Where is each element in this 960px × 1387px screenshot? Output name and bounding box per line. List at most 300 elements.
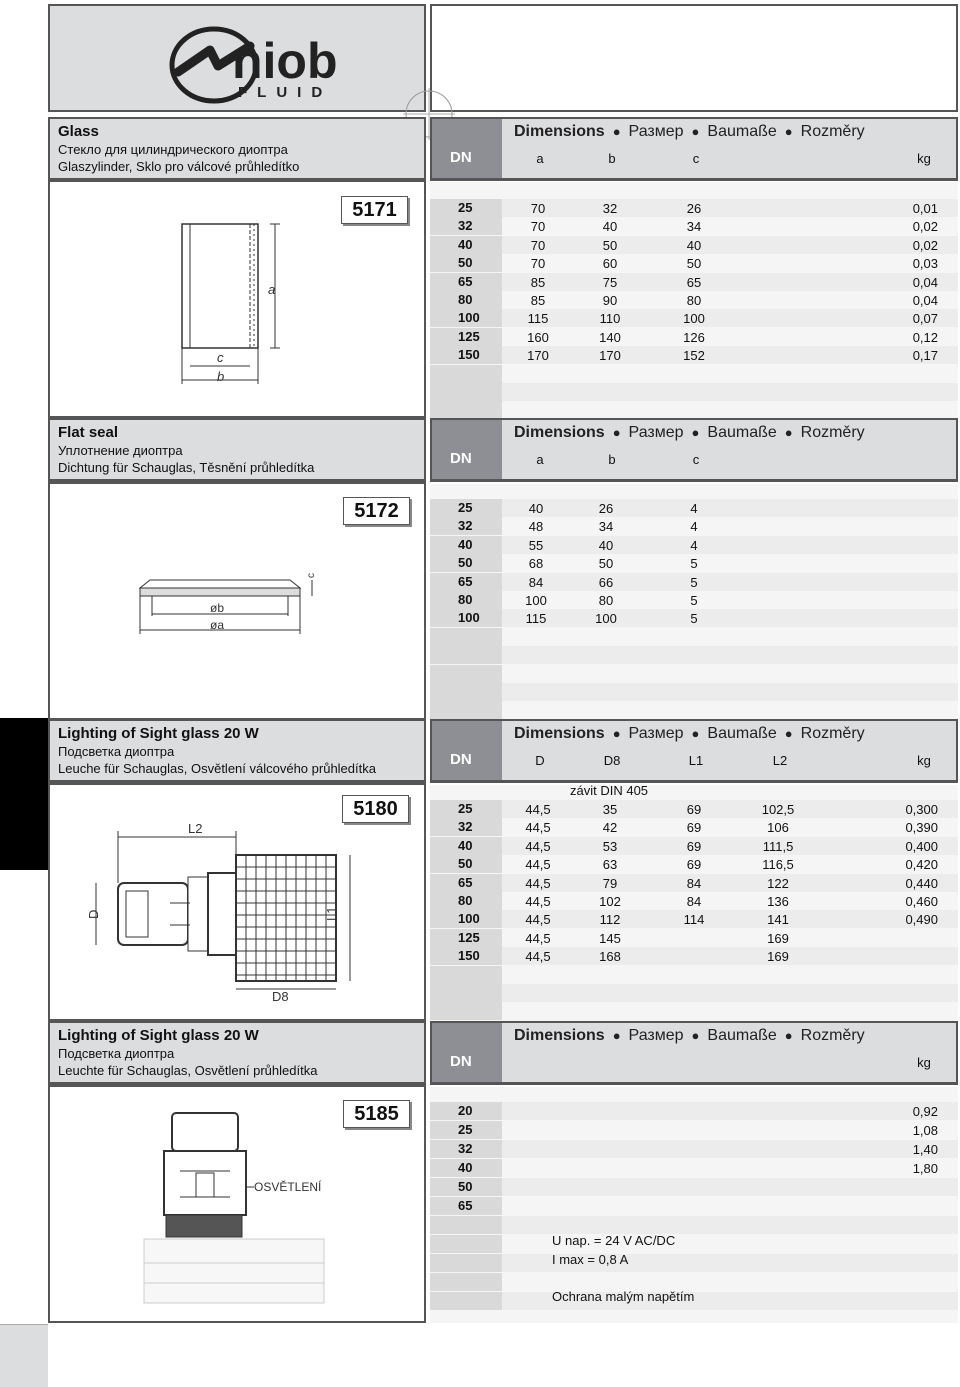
dn-cell — [430, 328, 502, 346]
dn-cell — [430, 855, 502, 873]
dn-cell — [430, 910, 502, 928]
dn-cell — [430, 646, 502, 664]
weight-cell: 1,80 — [912, 1161, 938, 1176]
table-cell: 170 — [527, 348, 549, 364]
table-cell: 112 — [599, 912, 621, 928]
side-tab-marker — [0, 718, 48, 870]
dn-cell — [430, 966, 502, 984]
dn-cell — [430, 874, 502, 892]
dn-label: DN — [450, 751, 472, 768]
weight-cell: 0,490 — [905, 912, 938, 928]
table-row — [430, 499, 958, 517]
dimensions-header: DN Dimensions ● Размер ● Baumaße ● Rozměry a b c kg — [430, 117, 958, 181]
dn-value: 25 — [458, 1122, 473, 1137]
table-cell: 126 — [683, 329, 705, 345]
dn-cell — [430, 591, 502, 609]
table-cell: 84 — [686, 875, 702, 891]
table-cell: 4 — [690, 501, 698, 516]
dn-cell — [430, 273, 502, 291]
section-title-ru: Стекло для цилиндрического диоптра — [58, 142, 288, 157]
dn-cell — [430, 309, 502, 327]
table-cell: 116,5 — [762, 857, 794, 873]
drawing-label: c — [306, 573, 317, 578]
weight-cell: 0,04 — [912, 274, 938, 290]
section-title-de: Leuche für Schauglas, Osvětlení válcového průhledítka — [58, 761, 376, 776]
table-cell: 44,5 — [525, 820, 551, 836]
table-cell: 69 — [686, 802, 702, 817]
drawing-label: b — [217, 369, 225, 384]
table-cell: 35 — [602, 802, 618, 817]
table-row — [430, 517, 958, 535]
table-cell: 44,5 — [525, 949, 551, 965]
dimensions-label-cz: Rozměry — [800, 123, 865, 140]
dn-cell — [430, 499, 502, 517]
drawing-label: øa — [210, 618, 225, 632]
weight-cell: 0,440 — [905, 875, 938, 891]
dn-value: 100 — [458, 310, 480, 326]
table-row — [430, 1159, 958, 1177]
table-cell: 44,5 — [525, 838, 551, 854]
table-row — [430, 665, 958, 683]
dn-cell — [430, 291, 502, 309]
table-cell: 53 — [602, 838, 618, 854]
col-header: kg — [917, 151, 931, 166]
dn-label: DN — [450, 149, 472, 166]
table-cell: 55 — [528, 537, 544, 553]
table-cell: 106 — [767, 820, 789, 836]
table-row — [430, 855, 958, 873]
table-row — [430, 701, 958, 719]
table-cell: 110 — [599, 311, 621, 327]
table-cell: 44,5 — [525, 894, 551, 909]
dn-value: 65 — [458, 573, 473, 589]
table-row — [430, 383, 958, 401]
dimensions-label: Dimensions — [514, 123, 605, 140]
dn-cell — [430, 837, 502, 855]
dn-value: 32 — [458, 819, 473, 835]
table-cell: 32 — [602, 201, 618, 216]
table-cell: 40 — [602, 219, 618, 235]
section-title-ru: Подсветка диоптра — [58, 1046, 175, 1061]
dimensions-label-de: Baumaße — [707, 1027, 777, 1044]
product-code: 5172 — [343, 497, 410, 525]
section-title-ru: Уплотнение диоптра — [58, 443, 183, 458]
weight-cell: 0,12 — [912, 329, 938, 345]
dn-cell — [430, 628, 502, 646]
dn-value: 40 — [458, 536, 473, 552]
section-title-ru: Подсветка диоптра — [58, 744, 175, 759]
dimensions-label: Dimensions — [514, 725, 605, 742]
table-row — [430, 947, 958, 965]
drawing-label: c — [217, 350, 224, 365]
table-cell: 100 — [525, 593, 547, 608]
table-cell: 141 — [767, 912, 789, 928]
grid-body — [236, 855, 336, 981]
product-code: 5180 — [342, 795, 409, 823]
weight-cell: 0,02 — [912, 237, 938, 253]
dn-cell — [430, 701, 502, 719]
table-row — [430, 1102, 958, 1120]
table-cell: 169 — [767, 930, 789, 946]
section-title-de: Glaszylinder, Sklo pro válcové průhledítko — [58, 159, 300, 174]
table-cell: 4 — [690, 519, 698, 535]
table-cell: 136 — [767, 894, 789, 909]
dn-value: 32 — [458, 218, 473, 234]
table-row — [430, 1121, 958, 1139]
dn-value: 32 — [458, 1141, 473, 1156]
table-cell: 140 — [599, 329, 621, 345]
table-row — [430, 217, 958, 235]
dn-value: 65 — [458, 1198, 473, 1213]
table-cell: 4 — [690, 537, 698, 553]
dn-cell — [430, 683, 502, 701]
table-row — [430, 346, 958, 364]
table-row — [430, 609, 958, 627]
dn-cell — [430, 1254, 502, 1272]
table-cell: 160 — [527, 329, 549, 345]
table-cell: 69 — [686, 820, 702, 836]
table-row — [430, 1235, 958, 1253]
drawing-label: L2 — [188, 821, 203, 836]
table-row — [430, 554, 958, 572]
col-header: kg — [917, 753, 931, 768]
dn-cell — [430, 1121, 502, 1139]
section-title: Lighting of Sight glass 20 W — [58, 1027, 259, 1044]
dn-cell — [430, 517, 502, 535]
dn-value: 50 — [458, 856, 473, 872]
col-header: a — [536, 452, 544, 467]
drawing-label: øb — [210, 601, 225, 615]
weight-cell: 0,300 — [905, 802, 938, 817]
dn-cell — [430, 947, 502, 965]
brand-name: niob — [232, 33, 338, 89]
table-cell: 44,5 — [525, 912, 551, 928]
dimensions-label-de: Baumaße — [707, 123, 777, 140]
dn-cell — [430, 1140, 502, 1158]
table-row — [430, 818, 958, 836]
table-cell: 50 — [686, 256, 702, 272]
col-header: D8 — [603, 753, 621, 768]
dn-cell — [430, 984, 502, 1002]
col-header: b — [608, 452, 616, 467]
dn-label: DN — [450, 450, 472, 467]
dn-cell — [430, 1002, 502, 1020]
weight-cell: 1,40 — [912, 1142, 938, 1157]
dn-cell — [430, 800, 502, 818]
dn-cell — [430, 1273, 502, 1291]
col-header: L1 — [688, 753, 704, 768]
table-cell: 90 — [602, 293, 618, 308]
dn-cell — [430, 609, 502, 627]
dimensions-label-cz: Rozměry — [800, 1027, 865, 1044]
dn-cell — [430, 1178, 502, 1196]
table-row — [430, 309, 958, 327]
dn-cell — [430, 1292, 502, 1310]
dn-value: 20 — [458, 1103, 473, 1118]
dn-label: DN — [450, 1053, 472, 1070]
table-row — [430, 984, 958, 1002]
dn-cell — [430, 401, 502, 419]
dn-cell — [430, 1102, 502, 1120]
dn-value: 125 — [458, 328, 480, 344]
weight-cell: 0,01 — [912, 201, 938, 216]
section-title: Flat seal — [58, 424, 119, 441]
table-row — [430, 837, 958, 855]
table-cell: 69 — [686, 838, 702, 854]
table-cell: 44,5 — [525, 875, 551, 891]
table-row — [430, 1178, 958, 1196]
dn-cell — [430, 1197, 502, 1215]
current-note: I max = 0,8 A — [552, 1252, 629, 1267]
logo-panel — [48, 4, 426, 112]
table-cell: 63 — [602, 857, 618, 873]
dn-value: 50 — [458, 1179, 473, 1194]
table-cell: 111,5 — [762, 838, 794, 854]
dn-value: 150 — [458, 948, 480, 964]
table-cell: 152 — [683, 348, 705, 364]
table-cell: 50 — [602, 237, 618, 253]
table-cell: 100 — [683, 311, 705, 327]
weight-cell: 0,17 — [912, 348, 938, 364]
table-cell: 84 — [528, 574, 544, 590]
dn-cell — [430, 1216, 502, 1234]
table-cell: 44,5 — [525, 930, 551, 946]
col-header: D — [535, 753, 545, 768]
table-cell: 168 — [599, 949, 621, 965]
col-header: c — [692, 151, 700, 166]
weight-cell: 0,460 — [905, 894, 938, 909]
table-cell: 34 — [598, 519, 614, 535]
dn-value: 40 — [458, 1160, 473, 1175]
table-row — [430, 328, 958, 346]
dn-cell — [430, 383, 502, 401]
weight-cell: 0,92 — [912, 1104, 938, 1119]
table-row — [430, 628, 958, 646]
dn-value: 40 — [458, 837, 473, 853]
dn-cell — [430, 1235, 502, 1253]
dn-value: 25 — [458, 200, 473, 215]
product-code: 5185 — [343, 1100, 410, 1128]
section-header-lighting-5185 — [48, 1021, 426, 1085]
table-row — [430, 573, 958, 591]
table-cell: 44,5 — [525, 802, 551, 817]
dn-value: 125 — [458, 929, 480, 945]
table-cell: 48 — [528, 519, 544, 535]
table-cell: 102 — [599, 894, 621, 909]
table-cell: 26 — [598, 501, 614, 516]
dn-value: 150 — [458, 347, 480, 363]
table-cell: 70 — [530, 237, 546, 253]
table-row — [430, 236, 958, 254]
table-cell: 65 — [686, 274, 702, 290]
corner-tab — [0, 1324, 48, 1387]
dn-cell — [430, 536, 502, 554]
dn-value: 65 — [458, 874, 473, 890]
table-cell: 80 — [686, 293, 702, 308]
dimensions-label-de: Baumaße — [707, 424, 777, 441]
section-title: Lighting of Sight glass 20 W — [58, 725, 259, 742]
drawing-label: L1 — [324, 906, 339, 921]
table-cell: 102,5 — [761, 802, 795, 817]
dn-value: 80 — [458, 893, 473, 908]
dimensions-label-cz: Rozměry — [800, 725, 865, 742]
dimensions-header: DN Dimensions ● Размер ● Baumaße ● Rozměry kg — [430, 1021, 958, 1085]
table-row — [430, 273, 958, 291]
table-row — [430, 254, 958, 272]
dn-value: 25 — [458, 500, 473, 515]
weight-cell: 0,420 — [905, 857, 938, 873]
table-cell: 40 — [686, 237, 702, 253]
table-cell: 169 — [767, 949, 789, 965]
table-cell: 44,5 — [525, 857, 551, 873]
table-row — [430, 800, 958, 818]
table-row — [430, 199, 958, 217]
table-cell: 115 — [527, 311, 549, 327]
dn-cell — [430, 236, 502, 254]
dimensions-label-ru: Размер — [628, 123, 684, 140]
table-cell: 26 — [686, 201, 702, 216]
table-cell: 69 — [686, 857, 702, 873]
col-header: a — [536, 151, 544, 166]
table-row — [430, 929, 958, 947]
table-cell: 40 — [528, 501, 544, 516]
table-cell: 80 — [598, 593, 614, 608]
table-row — [430, 966, 958, 984]
table-cell: 122 — [767, 875, 789, 891]
dimensions-label: Dimensions — [514, 424, 605, 441]
dn-cell — [430, 929, 502, 947]
table-row — [430, 874, 958, 892]
dimensions-label-de: Baumaße — [707, 725, 777, 742]
table-cell: 5 — [690, 574, 698, 590]
table-cell: 79 — [602, 875, 618, 891]
section-header-flat-seal — [48, 418, 426, 482]
dn-cell — [430, 217, 502, 235]
dimensions-header: DN Dimensions ● Размер ● Baumaße ● Rozměry a b c — [430, 418, 958, 482]
dn-cell — [430, 346, 502, 364]
table-row — [430, 1140, 958, 1158]
table-row — [430, 591, 958, 609]
table-row — [430, 536, 958, 554]
table-cell: 60 — [602, 256, 618, 272]
drawing-label: OSVĚTLENÍ — [254, 1180, 322, 1194]
table-cell: 114 — [683, 912, 705, 928]
table-cell: 70 — [530, 219, 546, 235]
table-cell: 85 — [530, 293, 546, 308]
dn-value: 50 — [458, 555, 473, 571]
weight-cell: 0,07 — [912, 311, 938, 327]
voltage-note: U nap. = 24 V AC/DC — [552, 1233, 676, 1248]
brand-sub: FLUID — [238, 84, 333, 101]
dn-cell — [430, 254, 502, 272]
protection-note: Ochrana malým napětím — [552, 1289, 695, 1304]
weight-cell: 0,03 — [912, 256, 938, 272]
thread-note: závit DIN 405 — [570, 783, 649, 798]
dimensions-label-ru: Размер — [628, 1027, 684, 1044]
dimensions-label-ru: Размер — [628, 424, 684, 441]
table-row — [430, 365, 958, 383]
table-row — [430, 683, 958, 701]
dn-cell — [430, 573, 502, 591]
dn-cell — [430, 818, 502, 836]
section-title-de: Leuchte für Schauglas, Osvětlení průhledítka — [58, 1063, 318, 1078]
table-cell: 70 — [530, 201, 546, 216]
dn-value: 25 — [458, 801, 473, 816]
dn-value: 80 — [458, 592, 473, 607]
table-row — [430, 1254, 958, 1272]
table-cell: 42 — [602, 820, 618, 836]
dimensions-label-ru: Размер — [628, 725, 684, 742]
weight-cell: 1,08 — [912, 1123, 938, 1138]
section-title-de: Dichtung für Schauglas, Těsnění průhledítka — [58, 460, 315, 475]
dn-value: 40 — [458, 236, 473, 252]
table-cell: 115 — [525, 611, 547, 627]
section-title: Glass — [58, 123, 99, 140]
table-cell: 34 — [686, 219, 702, 235]
top-right-panel — [430, 4, 958, 112]
table-row — [430, 401, 958, 419]
table-row — [430, 910, 958, 928]
weight-cell: 0,02 — [912, 219, 938, 235]
dn-cell — [430, 665, 502, 683]
table-row — [430, 291, 958, 309]
dn-value: 100 — [458, 610, 480, 626]
section-header-lighting-5180 — [48, 719, 426, 783]
table-cell: 75 — [602, 274, 618, 290]
dn-value: 32 — [458, 518, 473, 534]
weight-cell: 0,400 — [905, 838, 938, 854]
weight-cell: 0,390 — [905, 820, 938, 836]
col-header: L2 — [772, 753, 788, 768]
dn-value: 80 — [458, 292, 473, 307]
table-cell: 145 — [599, 930, 621, 946]
table-cell: 100 — [595, 611, 617, 627]
table-row — [430, 1216, 958, 1234]
dimensions-label: Dimensions — [514, 1027, 605, 1044]
product-code: 5171 — [341, 196, 408, 224]
table-row — [430, 892, 958, 910]
dimensions-label-cz: Rozměry — [800, 424, 865, 441]
table-cell: 85 — [530, 274, 546, 290]
table-cell: 170 — [599, 348, 621, 364]
table-cell: 5 — [690, 611, 698, 627]
table-row — [430, 1002, 958, 1020]
drawing-label: D — [86, 909, 101, 919]
col-header: c — [692, 452, 700, 467]
table-cell: 84 — [686, 894, 702, 909]
dn-value: 100 — [458, 911, 480, 927]
dn-cell — [430, 365, 502, 383]
table-cell: 70 — [530, 256, 546, 272]
table-cell: 5 — [690, 593, 698, 608]
dn-cell — [430, 1159, 502, 1177]
section-header-glass — [48, 117, 426, 181]
table-cell: 5 — [690, 556, 698, 572]
dn-value: 50 — [458, 255, 473, 271]
table-cell: 50 — [598, 556, 614, 572]
drawing-label: D8 — [272, 989, 289, 1004]
table-cell: 68 — [528, 556, 544, 572]
dn-cell — [430, 554, 502, 572]
table-row — [430, 1197, 958, 1215]
niob-logo — [50, 6, 424, 110]
drawing-label: a — [268, 282, 276, 297]
table-cell: 66 — [598, 574, 614, 590]
dimensions-header: DN Dimensions ● Размер ● Baumaße ● Rozměry D D8 L1 L2 kg — [430, 719, 958, 783]
weight-cell: 0,04 — [912, 293, 938, 308]
dn-value: 65 — [458, 273, 473, 289]
col-header: kg — [917, 1055, 931, 1070]
